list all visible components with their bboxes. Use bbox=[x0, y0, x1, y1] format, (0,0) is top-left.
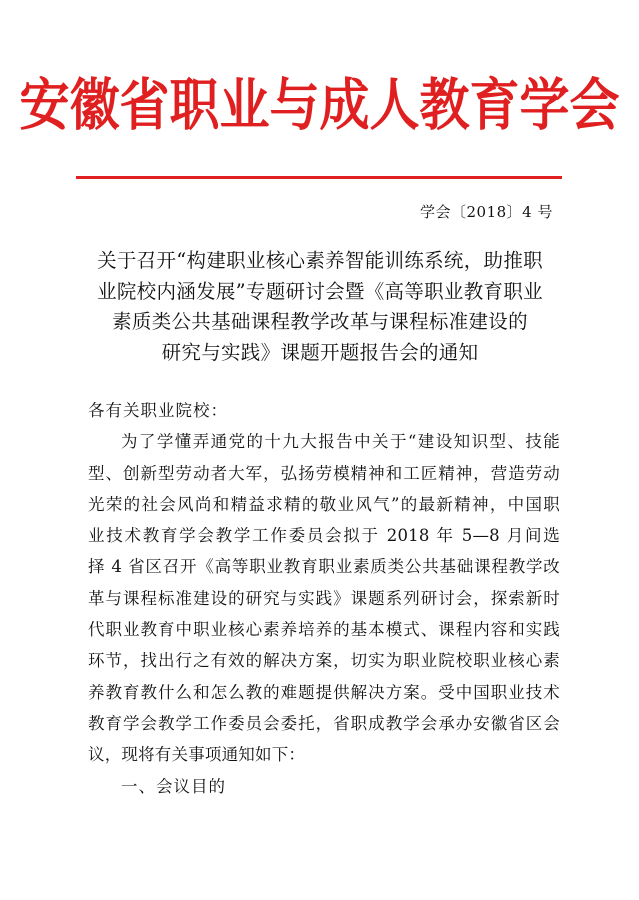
notice-title-line: 研究与实践》课题开题报告会的通知 bbox=[161, 340, 479, 364]
section-heading: 一、会议目的 bbox=[121, 776, 226, 796]
notice-title-line: 关于召开“构建职业核心素养智能训练系统，助推职 bbox=[97, 249, 543, 272]
paragraph-line: 教育学会教学工作委员会委托，省职成教学会承办安徽省区会 bbox=[88, 713, 560, 733]
notice-body bbox=[88, 395, 560, 802]
notice-title-line: 业院校内涵发展”专题研讨会暨《高等职业教育职业 bbox=[97, 279, 543, 303]
letterhead-divider bbox=[76, 176, 562, 179]
paragraph-line: 光荣的社会风尚和精益求精的敬业风气”的最新精神，中国职 bbox=[88, 494, 560, 514]
organization-letterhead: 安徽省职业与成人教育学会 bbox=[19, 73, 620, 139]
paragraph-line: 代职业教育中职业核心素养培养的基本模式、课程内容和实践 bbox=[88, 620, 560, 640]
paragraph-line: 型、创新型劳动者大军，弘扬劳模精神和工匠精神，营造劳动 bbox=[88, 463, 560, 483]
paragraph-line: 为了学懂弄通党的十九大报告中关于“建设知识型、技能 bbox=[121, 432, 560, 452]
paragraph-line: 择 4 省区召开《高等职业教育职业素质类公共基础课程教学改 bbox=[88, 557, 560, 577]
notice-title-line: 素质类公共基础课程教学改革与课程标准建设的 bbox=[112, 310, 528, 333]
paragraph-line: 议，现将有关事项通知如下： bbox=[88, 745, 306, 765]
paragraph-line: 业技术教育学会教学工作委员会拟于 2018 年 5—8 月间选 bbox=[88, 526, 560, 546]
salutation: 各有关职业院校： bbox=[88, 401, 228, 420]
paragraph-line: 革与课程标准建设的研究与实践》课题系列研讨会，探索新时 bbox=[88, 588, 560, 608]
notice-title bbox=[70, 246, 570, 368]
document-number: 学会〔2018〕4 号 bbox=[420, 203, 553, 221]
paragraph-line: 养教育教什么和怎么教的难题提供解决方案。受中国职业技术 bbox=[88, 682, 560, 702]
paragraph-line: 环节，找出行之有效的解决方案，切实为职业院校职业核心素 bbox=[88, 651, 560, 671]
